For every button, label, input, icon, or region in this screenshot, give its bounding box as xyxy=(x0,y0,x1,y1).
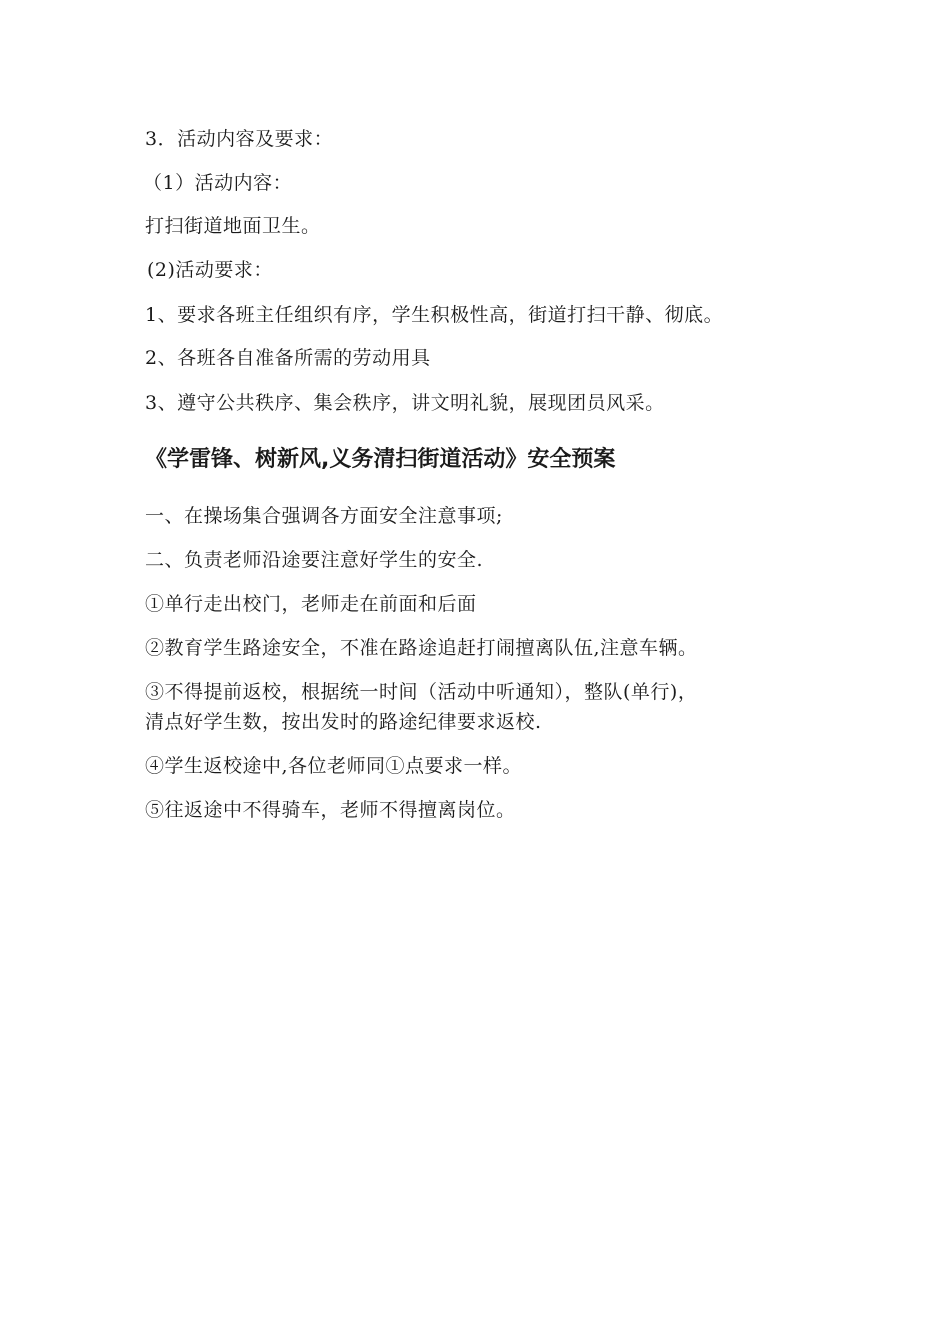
safety-item: 一、在操场集合强调各方面安全注意事项; xyxy=(145,505,503,527)
safety-item-line: 清点好学生数，按出发时的路途纪律要求返校. xyxy=(145,711,542,733)
requirement-item: 2、各班各自准备所需的劳动用具 xyxy=(145,347,431,369)
safety-item: 二、负责老师沿途要注意好学生的安全. xyxy=(145,549,484,571)
safety-item: ②教育学生路途安全，不准在路途追赶打闹擅离队伍,注意车辆。 xyxy=(145,637,698,659)
safety-item: ⑤往返途中不得骑车，老师不得擅离岗位。 xyxy=(145,799,516,821)
safety-item-line: ③不得提前返校，根据统一时间（活动中听通知），整队(单行)， xyxy=(145,681,698,703)
requirement-item: 1、要求各班主任组织有序，学生积极性高，街道打扫干静、彻底。 xyxy=(145,304,724,326)
section-title: 3．活动内容及要求： xyxy=(145,128,334,150)
activity-requirements-label: (2)活动要求： xyxy=(147,259,273,281)
safety-item-multiline xyxy=(145,677,825,737)
requirement-item: 3、遵守公共秩序、集会秩序，讲文明礼貌，展现团员风采。 xyxy=(145,392,665,414)
safety-item: ④学生返校途中,各位老师同①点要求一样。 xyxy=(145,755,523,777)
safety-plan-heading: 《学雷锋、树新风,义务清扫街道活动》安全预案 xyxy=(145,447,616,472)
safety-item: ①单行走出校门，老师走在前面和后面 xyxy=(145,593,477,615)
activity-content-label: （1）活动内容： xyxy=(143,172,293,194)
activity-content-text: 打扫街道地面卫生。 xyxy=(145,215,321,237)
